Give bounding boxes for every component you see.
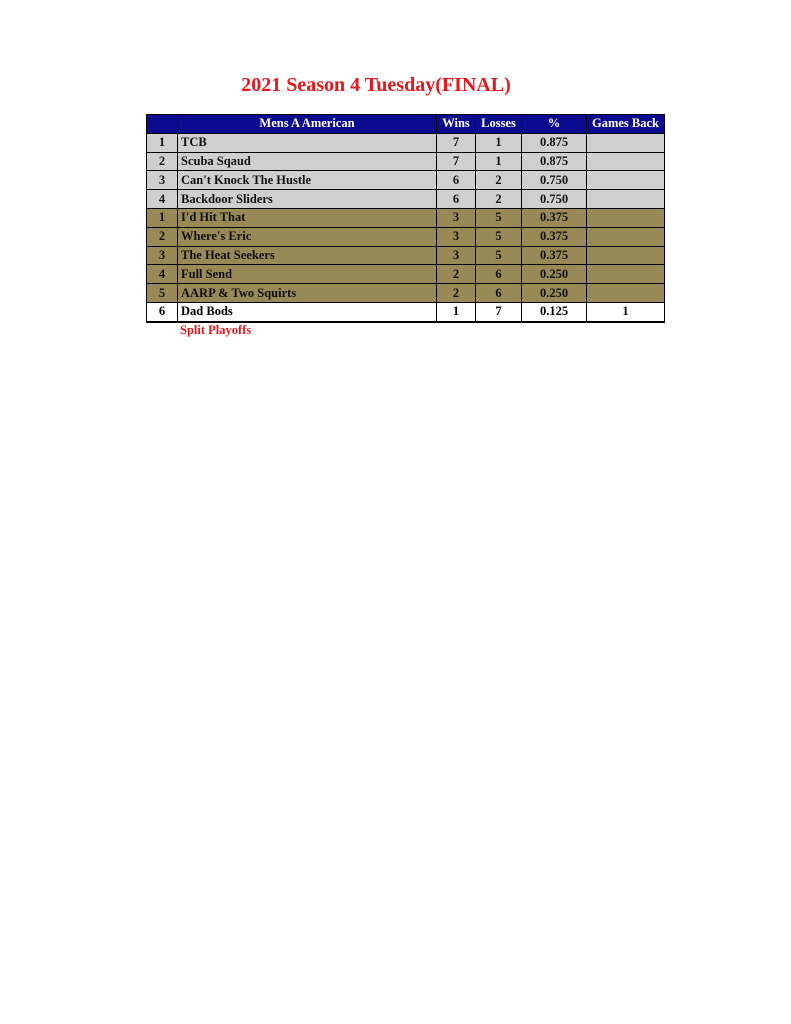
- team-cell: AARP & Two Squirts: [178, 284, 437, 303]
- pct-cell: 0.750: [522, 171, 587, 190]
- header-losses: Losses: [476, 115, 522, 134]
- losses-cell: 2: [476, 171, 522, 190]
- table-row: [147, 227, 665, 246]
- team-cell: Can't Knock The Hustle: [178, 171, 437, 190]
- games-back-cell: [587, 227, 665, 246]
- table-row: [147, 190, 665, 209]
- wins-cell: 1: [437, 302, 476, 321]
- wins-cell: 6: [437, 171, 476, 190]
- pct-cell: 0.375: [522, 227, 587, 246]
- pct-cell: 0.375: [522, 246, 587, 265]
- games-back-cell: [587, 171, 665, 190]
- wins-cell: 3: [437, 246, 476, 265]
- team-cell: Full Send: [178, 265, 437, 284]
- team-cell: I'd Hit That: [178, 208, 437, 227]
- losses-cell: 1: [476, 133, 522, 152]
- standings-table: [146, 114, 665, 323]
- losses-cell: 5: [476, 208, 522, 227]
- games-back-cell: [587, 265, 665, 284]
- pct-cell: 0.125: [522, 302, 587, 321]
- team-cell: The Heat Seekers: [178, 246, 437, 265]
- rank-cell: 4: [147, 265, 178, 284]
- table-row: [147, 208, 665, 227]
- header-row: [147, 115, 665, 134]
- wins-cell: 7: [437, 133, 476, 152]
- table-row: [147, 284, 665, 303]
- wins-cell: 3: [437, 227, 476, 246]
- page-title: 2021 Season 4 Tuesday(FINAL): [241, 74, 511, 96]
- header-wins: Wins: [437, 115, 476, 134]
- games-back-cell: [587, 190, 665, 209]
- rank-cell: 1: [147, 133, 178, 152]
- wins-cell: 2: [437, 265, 476, 284]
- rank-cell: 2: [147, 152, 178, 171]
- losses-cell: 1: [476, 152, 522, 171]
- table-row: [147, 265, 665, 284]
- team-cell: Dad Bods: [178, 302, 437, 321]
- wins-cell: 3: [437, 208, 476, 227]
- rank-cell: 5: [147, 284, 178, 303]
- wins-cell: 2: [437, 284, 476, 303]
- team-cell: Backdoor Sliders: [178, 190, 437, 209]
- team-cell: Scuba Sqaud: [178, 152, 437, 171]
- table-row: [147, 152, 665, 171]
- split-playoffs-note: Split Playoffs: [180, 323, 252, 337]
- losses-cell: 5: [476, 246, 522, 265]
- pct-cell: 0.375: [522, 208, 587, 227]
- rank-cell: 2: [147, 227, 178, 246]
- games-back-cell: [587, 152, 665, 171]
- losses-cell: 7: [476, 302, 522, 321]
- pct-cell: 0.250: [522, 265, 587, 284]
- pct-cell: 0.250: [522, 284, 587, 303]
- games-back-cell: [587, 133, 665, 152]
- team-cell: Where's Eric: [178, 227, 437, 246]
- games-back-cell: [587, 284, 665, 303]
- header-games-back: Games Back: [587, 115, 665, 134]
- pct-cell: 0.875: [522, 152, 587, 171]
- losses-cell: 6: [476, 284, 522, 303]
- games-back-cell: [587, 208, 665, 227]
- wins-cell: 6: [437, 190, 476, 209]
- pct-cell: 0.750: [522, 190, 587, 209]
- header-rank: [147, 115, 178, 134]
- rank-cell: 4: [147, 190, 178, 209]
- losses-cell: 5: [476, 227, 522, 246]
- games-back-cell: 1: [587, 302, 665, 321]
- rank-cell: 3: [147, 171, 178, 190]
- rank-cell: 6: [147, 302, 178, 321]
- table-row: [147, 171, 665, 190]
- losses-cell: 2: [476, 190, 522, 209]
- pct-cell: 0.875: [522, 133, 587, 152]
- table-row: [147, 302, 665, 321]
- rank-cell: 1: [147, 208, 178, 227]
- games-back-cell: [587, 246, 665, 265]
- losses-cell: 6: [476, 265, 522, 284]
- wins-cell: 7: [437, 152, 476, 171]
- header-pct: %: [522, 115, 587, 134]
- team-cell: TCB: [178, 133, 437, 152]
- table-row: [147, 133, 665, 152]
- rank-cell: 3: [147, 246, 178, 265]
- header-team: Mens A American: [178, 115, 437, 134]
- standings-body: [147, 133, 665, 321]
- table-row: [147, 246, 665, 265]
